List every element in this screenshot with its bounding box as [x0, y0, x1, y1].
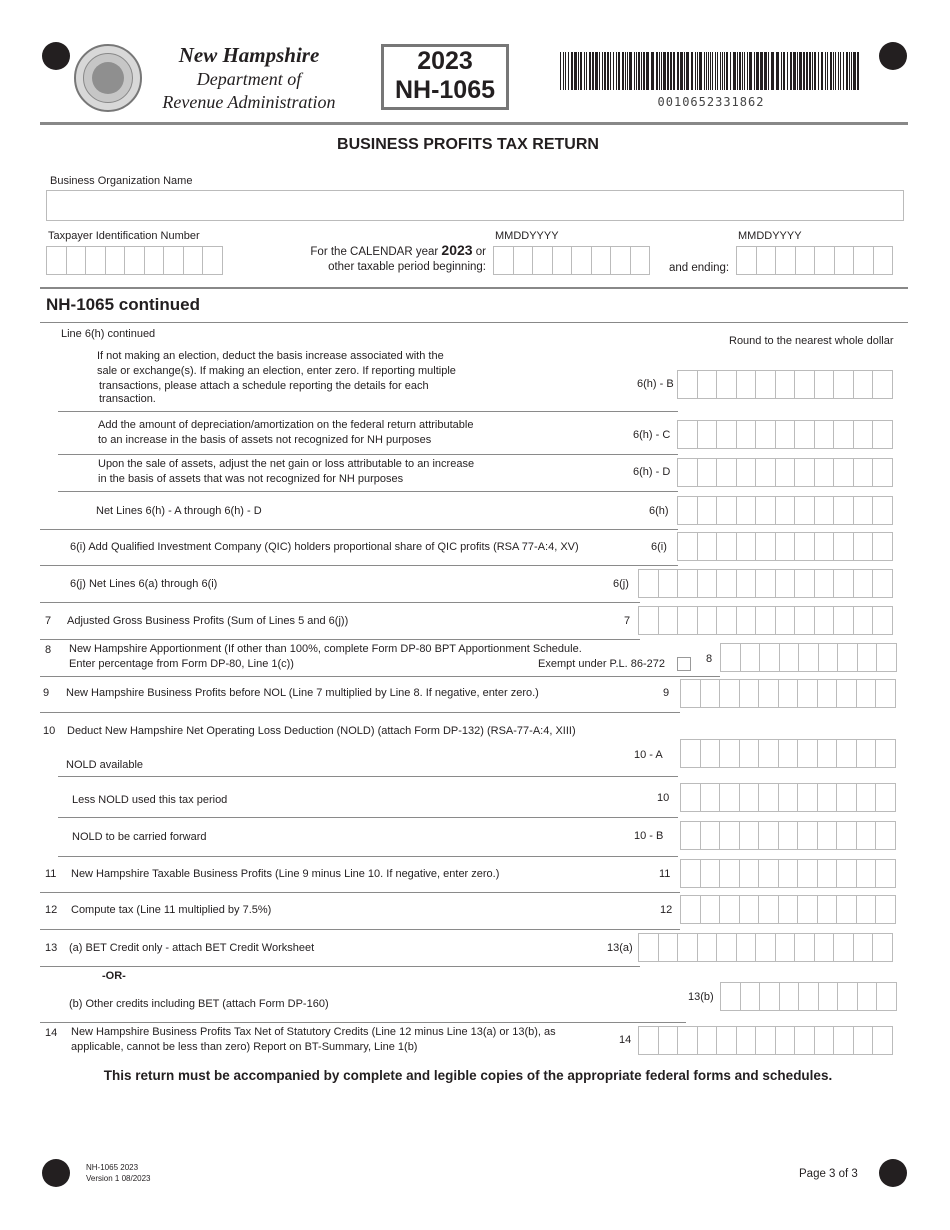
- section-divider: [40, 322, 908, 323]
- row-divider: [58, 776, 678, 777]
- line-10B-field[interactable]: [680, 821, 895, 850]
- exempt-checkbox[interactable]: [677, 657, 691, 671]
- row-divider: [58, 454, 678, 455]
- line-10-used-text: Less NOLD used this tax period: [72, 794, 228, 806]
- and-ending-label: and ending:: [669, 262, 730, 274]
- line-13b-field[interactable]: [720, 982, 896, 1011]
- line-13-label: 13: [45, 942, 58, 954]
- line-6h-D-number: 6(h) - D: [633, 466, 671, 478]
- line-10-text: Deduct New Hampshire Net Operating Loss Deduction (NOLD) (attach Form DP-132) (RSA-77-A:4, XIII): [67, 725, 576, 737]
- agency-line3: Revenue Administration: [162, 92, 336, 112]
- tin-label: Taxpayer Identification Number: [48, 230, 200, 242]
- exempt-label: Exempt under P.L. 86-272: [538, 658, 665, 670]
- period-text: For the CALENDAR year 2023 or other taxable period beginning:: [310, 242, 486, 273]
- line-6h-D-field[interactable]: [677, 458, 892, 487]
- line-6h-text: Net Lines 6(h) - A through 6(h) - D: [96, 505, 262, 517]
- registration-mark: [879, 1159, 907, 1187]
- registration-mark: [879, 42, 907, 70]
- row-divider: [40, 602, 640, 603]
- line-9-field[interactable]: [680, 679, 895, 708]
- line-13a-text: (a) BET Credit only - attach BET Credit Worksheet: [69, 942, 315, 954]
- line-6h-D-text: Upon the sale of assets, adjust the net gain or loss attributable to an increase in the basis of assets that was not recognized for NH purposes: [98, 458, 475, 485]
- row-divider: [58, 856, 678, 857]
- form-year: 2023: [417, 47, 473, 75]
- line-6h-B-text: If not making an election, deduct the basis increase associated with the sale or exchange(s). If making an election, enter zero. If reporting multiple transactions, please attach a schedule reporting the details for each transaction.: [97, 350, 456, 405]
- agency-line1: New Hampshire: [178, 43, 320, 67]
- line-6j-number: 6(j): [613, 578, 629, 590]
- line-12-number: 12: [660, 904, 673, 916]
- line-14-number: 14: [619, 1034, 632, 1046]
- line-6h-C-number: 6(h) - C: [633, 429, 671, 441]
- row-divider: [40, 712, 680, 713]
- row-divider: [40, 1022, 686, 1023]
- row-divider: [40, 639, 640, 640]
- row-divider: [40, 565, 678, 566]
- line-8-number: 8: [706, 653, 713, 665]
- barcode-icon: [560, 52, 862, 90]
- line-10A-field[interactable]: [680, 739, 895, 768]
- line-6j-text: 6(j) Net Lines 6(a) through 6(i): [70, 578, 218, 590]
- line-14-text: New Hampshire Business Profits Tax Net of Statutory Credits (Line 12 minus Line 13(a) or 13(b), as applicable, cannot be less than zero) Report on BT-Summary, Line 1(b): [71, 1026, 556, 1053]
- registration-mark: [42, 42, 70, 70]
- or-label: -OR-: [102, 970, 126, 982]
- agency-line2: Department of: [196, 69, 302, 89]
- line-7-number: 7: [624, 615, 631, 627]
- line-10A-number: 10 - A: [634, 749, 663, 761]
- row-divider: [40, 676, 720, 677]
- agency-name: [146, 42, 352, 114]
- line-8-text: New Hampshire Apportionment (If other than 100%, complete Form DP-80 BPT Apportionment Schedule. Enter percentage from Form DP-80, Line 1(c)): [69, 643, 582, 670]
- line-13b-number: 13(b): [688, 991, 714, 1003]
- line-13a-number: 13(a): [607, 942, 633, 954]
- line-13a-field[interactable]: [638, 933, 892, 962]
- row-divider: [40, 929, 680, 930]
- line-6h-B-number: 6(h) - B: [637, 378, 674, 390]
- line-13b-text: (b) Other credits including BET (attach Form DP-160): [69, 998, 329, 1010]
- line-12-field[interactable]: [680, 895, 895, 924]
- tin-field[interactable]: [46, 246, 222, 275]
- line-10-field[interactable]: [680, 783, 895, 812]
- line-7-field[interactable]: [638, 606, 892, 635]
- line-14-field[interactable]: [638, 1026, 892, 1055]
- line-11-text: New Hampshire Taxable Business Profits (Line 9 minus Line 10. If negative, enter zero.): [71, 868, 500, 880]
- header-divider: [40, 122, 908, 125]
- form-version: NH-1065 2023 Version 1 08/2023: [86, 1163, 151, 1183]
- begin-date-field[interactable]: [493, 246, 649, 275]
- footer-note: This return must be accompanied by complete and legible copies of the appropriate federal forms and schedules.: [103, 1068, 833, 1083]
- row-divider: [58, 817, 678, 818]
- line-9-label: 9: [43, 687, 50, 699]
- end-date-field[interactable]: [736, 246, 892, 275]
- org-name-field[interactable]: [46, 190, 904, 221]
- row-divider: [40, 966, 640, 967]
- row-divider: [40, 892, 680, 893]
- line6h-continued: Line 6(h) continued: [61, 328, 156, 340]
- form-id: NH-1065: [394, 76, 496, 104]
- line-11-number: 11: [659, 868, 671, 880]
- form-id-box: [381, 44, 509, 110]
- line-10-number: 10: [657, 792, 670, 804]
- line-6i-number: 6(i): [651, 541, 667, 553]
- barcode-number: 0010652331862: [657, 95, 765, 109]
- line-10-label: 10: [43, 725, 56, 737]
- line-8-field[interactable]: [720, 643, 896, 672]
- row-divider: [40, 529, 678, 530]
- line-11-label: 11: [45, 868, 57, 880]
- line-6h-C-field[interactable]: [677, 420, 892, 449]
- line-6h-number: 6(h): [649, 505, 669, 517]
- line-6i-field[interactable]: [677, 532, 892, 561]
- line-8-label: 8: [45, 644, 52, 656]
- line-12-text: Compute tax (Line 11 multiplied by 7.5%): [71, 904, 272, 916]
- state-seal-icon: [74, 44, 142, 112]
- line-6h-B-field[interactable]: [677, 370, 892, 399]
- line-6h-C-text: Add the amount of depreciation/amortization on the federal return attributable to an increase in the basis of assets not recognized for NH purposes: [98, 419, 474, 446]
- line-7-label: 7: [45, 615, 52, 627]
- registration-mark: [42, 1159, 70, 1187]
- end-date-format: MMDDYYYY: [738, 230, 802, 242]
- line-9-number: 9: [663, 687, 670, 699]
- line-11-field[interactable]: [680, 859, 895, 888]
- line-6j-field[interactable]: [638, 569, 892, 598]
- row-divider: [58, 491, 678, 492]
- line-10A-text: NOLD available: [66, 759, 144, 771]
- line-7-text: Adjusted Gross Business Profits (Sum of Lines 5 and 6(j)): [67, 615, 349, 627]
- line-10B-text: NOLD to be carried forward: [72, 831, 207, 843]
- section-title: NH-1065 continued: [46, 295, 200, 314]
- line-9-text: New Hampshire Business Profits before NOL (Line 7 multiplied by Line 8. If negative, enter zero.): [66, 687, 539, 699]
- line-6h-field[interactable]: [677, 496, 892, 525]
- section-divider: [40, 287, 908, 289]
- line-10B-number: 10 - B: [634, 830, 664, 842]
- round-note: Round to the nearest whole dollar: [729, 335, 894, 347]
- line-6i-text: 6(i) Add Qualified Investment Company (QIC) holders proportional share of QIC profits (RSA 77-A:4, XV): [70, 541, 579, 553]
- row-divider: [58, 411, 678, 412]
- line-12-label: 12: [45, 904, 58, 916]
- page-title: BUSINESS PROFITS TAX RETURN: [337, 136, 599, 153]
- org-name-label: Business Organization Name: [50, 175, 193, 187]
- page-number: Page 3 of 3: [799, 1168, 858, 1180]
- begin-date-format: MMDDYYYY: [495, 230, 559, 242]
- line-14-label: 14: [45, 1027, 58, 1039]
